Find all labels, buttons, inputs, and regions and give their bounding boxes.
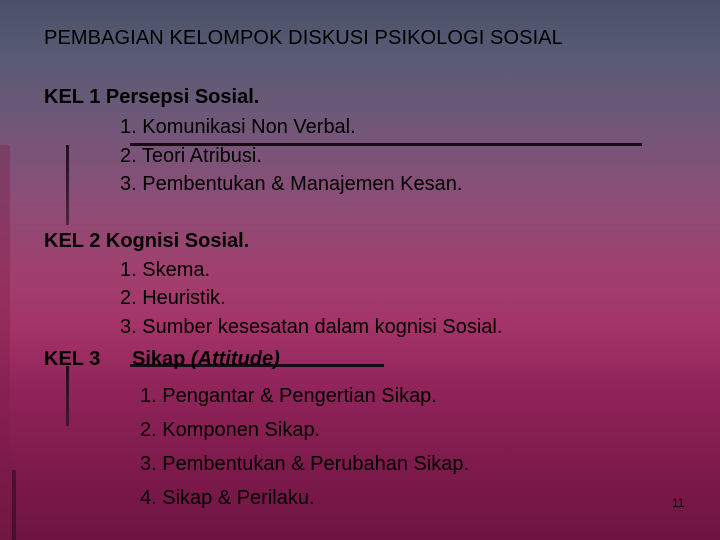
group-3-label: KEL 3	[44, 348, 101, 370]
group-2-item-3: 3. Sumber kesesatan dalam kognisi Sosial.	[120, 316, 503, 338]
group-3-topic-italic: (Attitude)	[190, 348, 280, 370]
group-1-item-3: 3. Pembentukan & Manajemen Kesan.	[120, 173, 463, 195]
group-2-heading	[44, 229, 249, 253]
group-1-heading	[44, 85, 259, 109]
slide-title: PEMBAGIAN KELOMPOK DISKUSI PSIKOLOGI SOSIAL	[44, 27, 563, 49]
group-3-item-2: 2. Komponen Sikap.	[140, 419, 321, 441]
group-3-item-3: 3. Pembentukan & Perubahan Sikap.	[140, 453, 470, 475]
group-1-topic: Persepsi Sosial.	[105, 86, 260, 108]
group-2-item-2: 2. Heuristik.	[120, 287, 226, 309]
group-3-topic: Sikap	[132, 348, 186, 370]
group-1-label: KEL 1	[44, 86, 101, 108]
decorative-line-vertical-left	[66, 145, 69, 225]
page-number: 11	[672, 496, 685, 510]
decorative-line-vertical-mid	[66, 366, 69, 426]
group-3-heading	[132, 347, 280, 371]
group-3-item-4: 4. Sikap & Perilaku.	[140, 487, 315, 509]
group-2-label: KEL 2	[44, 230, 101, 252]
decorative-shadow-band	[0, 145, 10, 540]
group-2-topic: Kognisi Sosial.	[105, 230, 250, 252]
group-1-item-2: 2. Teori Atribusi.	[120, 145, 262, 167]
group-3-item-1: 1. Pengantar & Pengertian Sikap.	[140, 385, 437, 407]
group-1-item-1: 1. Komunikasi Non Verbal.	[120, 116, 356, 138]
decorative-shadow-bottom	[12, 470, 16, 540]
group-2-item-1: 1. Skema.	[120, 259, 211, 281]
